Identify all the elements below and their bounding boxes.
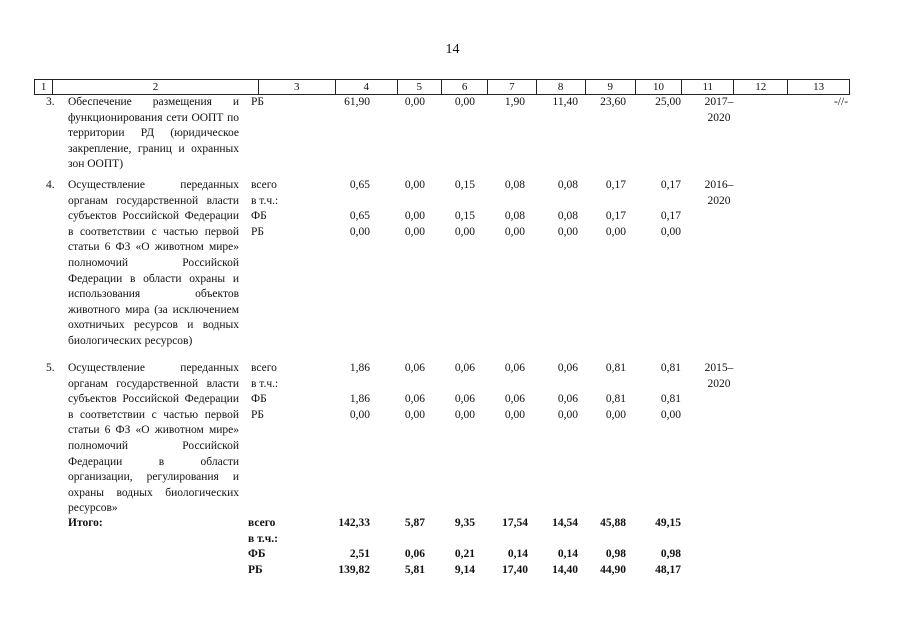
column-header: 13: [787, 80, 849, 94]
value-column: [490, 516, 528, 578]
funding-source: в т.ч.:: [251, 377, 279, 390]
period-end: 2020: [707, 111, 731, 124]
value-cell: [540, 532, 578, 548]
value-column: [641, 516, 681, 578]
total-label: Итого:: [68, 517, 103, 529]
value-cell: 0,21: [454, 548, 475, 561]
value-column: [390, 516, 425, 578]
value-column: [540, 516, 578, 578]
value-cell: 0,14: [507, 548, 528, 561]
value-cell: 0,06: [404, 548, 425, 561]
value-column: [645, 178, 681, 240]
value-cell: 0,06: [504, 393, 525, 406]
value-cell: 0,65: [349, 179, 370, 191]
value-cell: 0,17: [660, 179, 681, 191]
value-cell: [588, 194, 626, 210]
value-column: [540, 361, 578, 423]
value-cell: 0,00: [557, 225, 578, 238]
value-cell: [490, 377, 525, 393]
value-cell: 14,54: [552, 517, 578, 529]
value-cell: 0,08: [504, 210, 525, 223]
value-cell: 0,15: [454, 210, 475, 223]
value-cell: 0,98: [660, 548, 681, 561]
value-column: [330, 178, 370, 240]
value-cell: 49,15: [655, 517, 681, 529]
value-cell: 0,81: [660, 393, 681, 406]
value-cell: 0,00: [404, 96, 425, 108]
funding-sources: [251, 95, 264, 111]
value-cell: 0,06: [404, 362, 425, 374]
value-cell: [330, 194, 370, 210]
funding-source: РБ: [251, 225, 264, 238]
value-cell: 0,00: [349, 225, 370, 238]
value-cell: 11,40: [552, 96, 578, 108]
value-cell: 0,06: [454, 362, 475, 374]
period-start: 2015–: [704, 362, 734, 374]
value-cell: 0,00: [660, 225, 681, 238]
funding-source: ФБ: [251, 393, 267, 406]
page-number: 14: [445, 42, 460, 57]
value-cell: 0,14: [557, 548, 578, 561]
column-header: 6: [441, 80, 487, 94]
value-column: [330, 95, 370, 111]
value-column: [440, 95, 475, 111]
value-cell: [641, 532, 681, 548]
column-header: 5: [397, 80, 441, 94]
value-cell: 139,82: [338, 563, 370, 576]
funding-source: РБ: [251, 408, 264, 421]
funding-source: ФБ: [248, 548, 266, 561]
row-number: 4.: [46, 179, 55, 191]
value-column: [588, 516, 626, 578]
funding-sources: [251, 178, 278, 240]
period-end: 2020: [707, 377, 731, 390]
value-cell: 0,00: [454, 225, 475, 238]
column-header: 7: [487, 80, 535, 94]
value-cell: 0,00: [605, 408, 626, 421]
value-column: [645, 95, 681, 111]
value-cell: 0,81: [660, 362, 681, 374]
value-cell: 0,06: [557, 393, 578, 406]
row-number: 5.: [46, 362, 55, 374]
column-header: 2: [52, 80, 257, 94]
value-cell: 0,00: [349, 408, 370, 421]
value-cell: 9,14: [454, 563, 475, 576]
value-cell: 17,40: [502, 563, 528, 576]
period-start: 2016–: [704, 179, 734, 191]
column-header: 3: [258, 80, 335, 94]
value-cell: [588, 532, 626, 548]
value-cell: [440, 194, 475, 210]
value-column: [440, 178, 475, 240]
value-cell: 14,40: [552, 563, 578, 576]
value-column: [390, 178, 425, 240]
value-cell: 45,88: [600, 517, 626, 529]
value-cell: 5,81: [404, 563, 425, 576]
value-cell: 0,00: [504, 225, 525, 238]
value-cell: [540, 377, 578, 393]
value-cell: [390, 377, 425, 393]
value-cell: 0,06: [504, 362, 525, 374]
period-start: 2017–: [704, 96, 734, 108]
funding-source: в т.ч.:: [248, 532, 278, 545]
value-cell: 9,35: [454, 517, 475, 529]
value-column: [540, 178, 578, 240]
value-cell: [645, 377, 681, 393]
value-cell: [588, 377, 626, 393]
value-cell: 0,17: [660, 210, 681, 223]
value-column: [588, 361, 626, 423]
value-cell: 0,00: [404, 408, 425, 421]
column-header: 4: [335, 80, 397, 94]
value-cell: 0,08: [557, 179, 578, 191]
column-header: 8: [536, 80, 585, 94]
funding-source: в т.ч.:: [251, 194, 279, 207]
value-cell: 61,90: [344, 96, 370, 108]
value-cell: 0,81: [605, 393, 626, 406]
funding-source: РБ: [251, 96, 264, 108]
funding-sources: [248, 516, 278, 578]
value-cell: 0,08: [557, 210, 578, 223]
value-cell: [330, 377, 370, 393]
value-cell: [440, 532, 475, 548]
value-column: [490, 361, 525, 423]
value-cell: 0,00: [605, 225, 626, 238]
value-cell: 142,33: [338, 517, 370, 529]
value-cell: 0,15: [454, 179, 475, 191]
value-cell: [390, 194, 425, 210]
value-column: [645, 361, 681, 423]
value-cell: 0,08: [504, 179, 525, 191]
value-cell: [440, 377, 475, 393]
value-column: [540, 95, 578, 111]
column-header: 10: [635, 80, 681, 94]
row-description: Осуществление переданных органам государственной власти субъектов Российской Федерации в соответствии с частью первой статьи 6 ФЗ «О животном мире» полномочий Российской Федерации в области охраны и использования объектов животного мира (за исключением охотничьих ресурсов и водных биологических ресурсов): [68, 179, 239, 347]
value-cell: [490, 532, 528, 548]
row-description: Осуществление переданных органам государственной власти субъектов Российской Федерации в соответствии с частью первой статьи 6 ФЗ «О животном мире» полномочий Российской Федерации в области организации, регулирования и охраны водных биологических ресурсов»: [68, 362, 239, 515]
funding-source: всего: [248, 517, 276, 529]
value-column: [330, 361, 370, 423]
value-column: [588, 95, 626, 111]
value-cell: 2,51: [349, 548, 370, 561]
value-cell: 0,06: [454, 393, 475, 406]
value-cell: 0,00: [404, 179, 425, 191]
funding-source: всего: [251, 362, 277, 374]
value-cell: 0,17: [605, 179, 626, 191]
period: [694, 361, 744, 392]
value-cell: 44,90: [600, 563, 626, 576]
value-cell: 0,00: [454, 96, 475, 108]
value-column: [390, 95, 425, 111]
value-cell: 0,65: [349, 210, 370, 223]
funding-source: РБ: [248, 563, 263, 576]
value-cell: [645, 194, 681, 210]
value-column: [588, 178, 626, 240]
period: [694, 178, 744, 209]
row-description: Обеспечение размещения и функционирования сети ООПТ по территории РД (юридическое закрепление, границ и охранных зон ООПТ): [68, 96, 239, 171]
funding-sources: [251, 361, 278, 423]
value-column: [490, 178, 525, 240]
value-cell: 0,00: [404, 225, 425, 238]
value-cell: 0,17: [605, 210, 626, 223]
value-cell: 0,00: [404, 210, 425, 223]
column-header: 12: [733, 80, 787, 94]
value-cell: 0,06: [404, 393, 425, 406]
value-cell: 1,90: [504, 96, 525, 108]
funding-source: ФБ: [251, 210, 267, 223]
value-column: [490, 95, 525, 111]
value-cell: 25,00: [655, 96, 681, 108]
value-cell: 1,86: [349, 393, 370, 406]
column-header: 1: [40, 81, 47, 93]
period-end: 2020: [707, 194, 731, 207]
row-number: 3.: [46, 96, 55, 108]
value-cell: 1,86: [349, 362, 370, 374]
value-cell: 0,00: [504, 408, 525, 421]
value-cell: 0,98: [605, 548, 626, 561]
value-column: [322, 516, 370, 578]
value-cell: [322, 532, 370, 548]
value-cell: 48,17: [655, 563, 681, 576]
value-cell: 17,54: [502, 517, 528, 529]
value-cell: 5,87: [404, 517, 425, 529]
value-cell: 0,06: [557, 362, 578, 374]
value-cell: 0,81: [605, 362, 626, 374]
value-column: [440, 516, 475, 578]
value-cell: [490, 194, 525, 210]
value-cell: [540, 194, 578, 210]
column-header: 11: [681, 80, 733, 94]
value-cell: 0,00: [660, 408, 681, 421]
value-cell: [390, 532, 425, 548]
period: [694, 95, 744, 126]
value-cell: 0,00: [454, 408, 475, 421]
value-column: [440, 361, 475, 423]
column-header: 9: [585, 80, 635, 94]
funding-source: всего: [251, 179, 277, 191]
value-cell: 0,00: [557, 408, 578, 421]
value-column: [390, 361, 425, 423]
column-header-row: [34, 79, 850, 95]
col13-value: -//-: [833, 96, 849, 108]
value-cell: 23,60: [600, 96, 626, 108]
